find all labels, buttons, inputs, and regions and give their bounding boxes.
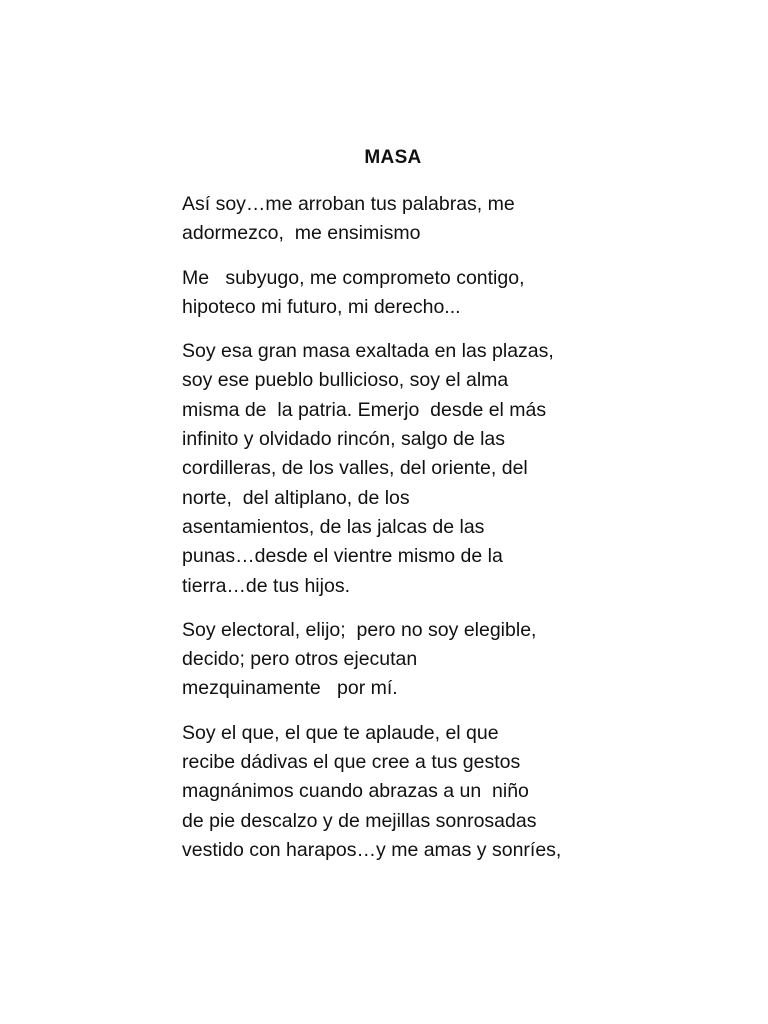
text-line: de pie descalzo y de mejillas sonrosadas <box>182 809 537 832</box>
text-line: cordilleras, de los valles, del oriente, del <box>182 457 528 480</box>
text-line: Me subyugo, me comprometo contigo, <box>182 266 525 289</box>
paragraph-3 <box>182 337 602 601</box>
text-line: magnánimos cuando abrazas a un niño <box>182 780 529 803</box>
paragraph-5 <box>182 719 602 865</box>
text-line: punas…desde el vientre mismo de la <box>182 545 503 568</box>
text-line: Así soy…me arroban tus palabras, me <box>182 193 515 215</box>
text-line: recibe dádivas el que cree a tus gestos <box>182 751 521 774</box>
text-line: mezquinamente por mí. <box>182 677 398 700</box>
poem-body <box>182 190 602 880</box>
text-line: infinito y olvidado rincón, salgo de las <box>182 428 506 451</box>
document-title: MASA <box>364 147 422 168</box>
text-line: asentamientos, de las jalcas de las <box>182 515 485 538</box>
text-line: Soy electoral, elijo; pero no soy elegible, <box>182 618 537 641</box>
text-line: Soy esa gran masa exaltada en las plazas, <box>182 340 554 363</box>
text-line: decido; pero otros ejecutan <box>182 648 418 671</box>
text-line: tierra…de tus hijos. <box>182 574 350 597</box>
text-line: misma de la patria. Emerjo desde el más <box>182 398 547 421</box>
text-line: soy ese pueblo bullicioso, soy el alma <box>182 369 509 392</box>
text-line: norte, del altiplano, de los <box>182 486 410 509</box>
text-line: adormezco, me ensimismo <box>182 222 421 245</box>
paragraph-1 <box>182 190 602 249</box>
text-line: hipoteco mi futuro, mi derecho... <box>182 295 461 318</box>
paragraph-2 <box>182 264 602 323</box>
text-line: Soy el que, el que te aplaude, el que <box>182 721 499 744</box>
paragraph-4 <box>182 616 602 704</box>
text-line: vestido con harapos…y me amas y sonríes, <box>182 838 562 861</box>
